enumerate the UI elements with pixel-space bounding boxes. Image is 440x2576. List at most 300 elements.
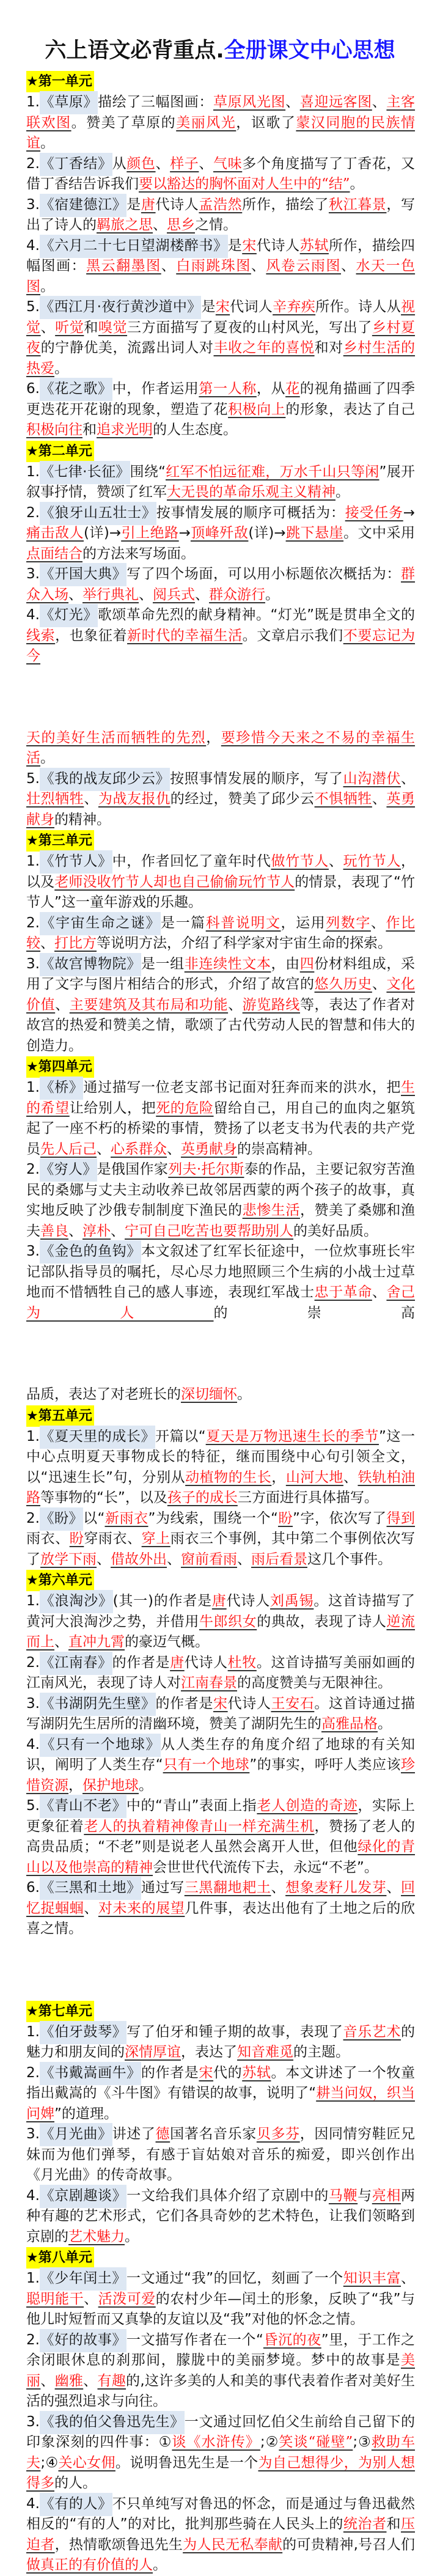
key-phrase: 接受任务 — [345, 504, 403, 521]
key-phrase: 气味 — [213, 155, 243, 172]
key-phrase: 视觉 — [26, 299, 416, 336]
key-phrase: 群众游行 — [209, 586, 265, 603]
lesson-title: 《灯光》 — [40, 604, 98, 627]
body-text: 的作者是 — [141, 2064, 199, 2081]
key-phrase: 为自己想得少，为别人想得多 — [26, 2454, 416, 2491]
lesson-title: 《开国大典》 — [40, 563, 127, 586]
lesson-summary — [26, 1694, 415, 1735]
body-text: 从人类生存的角度介绍了地球的有关知识，阐明了人类生存“ — [26, 1736, 416, 1773]
key-phrase: 铁轨柏油路 — [26, 1469, 416, 1506]
body-text: 是 — [127, 196, 141, 213]
key-phrase: 绿化的青山以及他崇高的精神 — [26, 1839, 415, 1875]
body-text: 。 — [40, 278, 54, 295]
key-phrase: 喜迎远客图 — [299, 94, 372, 110]
lesson-summary — [26, 462, 415, 503]
body-text: 一文通过“我”的回忆，刻画了一个 — [126, 2270, 343, 2286]
body-text: 。 — [40, 135, 54, 151]
body-text: 的作者是 — [112, 1654, 170, 1671]
key-phrase: 为战友报仇 — [98, 791, 170, 807]
lesson-summary — [26, 236, 415, 298]
body-text: 。 — [378, 1716, 392, 1732]
body-text: 是一组 — [141, 955, 185, 972]
key-phrase: 英勇献身 — [181, 1141, 237, 1157]
key-phrase: 新时代的幸福生活 — [127, 627, 243, 644]
body-text: 、 — [199, 155, 213, 172]
body-text: 这几个事件。 — [307, 1551, 392, 1567]
body-text: 4. — [26, 1736, 40, 1753]
body-text: 中，作者回忆了童年时代 — [112, 853, 271, 869]
body-text: 的经过，赞美了邱少云 — [170, 791, 315, 807]
body-text: 品质，表达了对老班长的 — [26, 1386, 181, 1402]
body-text: 、 — [97, 1551, 111, 1567]
key-phrase: 唐 — [141, 196, 156, 213]
body-text: 让给别人，把 — [69, 1100, 156, 1116]
key-phrase: 追求光明 — [97, 422, 153, 438]
body-text: ，表达了 — [181, 2044, 237, 2060]
key-phrase: 打比方 — [54, 935, 97, 951]
body-text: 、 — [83, 2372, 98, 2389]
body-text: ，讴歌了 — [236, 114, 296, 131]
lesson-title: 《盼》 — [40, 1507, 83, 1531]
key-phrase: 老师没收竹节人却也自己偷偷玩竹节人 — [54, 874, 295, 890]
unit-section — [26, 2001, 415, 2248]
body-text: 和 — [386, 2516, 401, 2532]
body-text: 中的“青山”表面上指 — [126, 1798, 257, 1814]
key-phrase: 悠久历史 — [314, 976, 372, 992]
lesson-title: 《有的人》 — [40, 2493, 112, 2516]
body-text: 。文中采用 — [343, 525, 416, 541]
body-text: 、 — [401, 2270, 416, 2286]
body-text: 、 — [370, 914, 386, 931]
key-phrase: 先人后己 — [40, 1141, 97, 1157]
lesson-summary — [26, 2186, 415, 2248]
lesson-title: 《草原》 — [40, 91, 98, 114]
body-text: 三方面进行具体描写。 — [237, 1490, 378, 1506]
body-text: 。 — [40, 750, 54, 766]
lesson-title: 《只有一个地球》 — [40, 1734, 161, 1757]
lesson-summary — [26, 1160, 415, 1242]
lesson-title: 《好的故事》 — [40, 2329, 127, 2352]
body-text: 的可贵精神,号召人们 — [282, 2536, 416, 2553]
body-text: 、 — [237, 1551, 251, 1567]
body-text: 。这首诗描写美丽如画的江南风光，表现了诗人对 — [26, 1654, 416, 1691]
unit-heading: ★第五单元 — [26, 1405, 94, 1427]
body-text: 。这首诗通过描写湖阴先生居所的清幽环境，赞美了湖阴先生的 — [26, 1695, 416, 1732]
unit-heading: ★第一单元 — [26, 71, 94, 92]
body-text: 描绘了三幅图画： — [98, 94, 213, 110]
body-text: ， — [206, 729, 221, 746]
key-phrase: 活泼可爱 — [98, 2291, 156, 2307]
key-phrase: 羁旅之思 — [97, 217, 153, 233]
body-text: 代诗人 — [226, 1593, 270, 1609]
page-title — [0, 35, 440, 66]
key-phrase: 痛击敌人 — [26, 525, 84, 541]
key-phrase: 要珍惜今天来之不易的幸福生活 — [26, 729, 416, 766]
body-text: 穿雨衣、 — [84, 1531, 142, 1547]
body-text: 中，作者运用 — [112, 381, 199, 397]
key-phrase: 只有一个地球 — [163, 1757, 250, 1773]
body-text: 雨衣三个事例，其中第二个事例依次写了 — [26, 1531, 416, 1567]
body-text: ”的道理。 — [54, 2105, 118, 2122]
body-text: 4. — [26, 2495, 40, 2512]
key-phrase: 花 — [285, 381, 300, 397]
lesson-title: 《丁香结》 — [40, 153, 112, 176]
body-text: 写了伯牙和锺子期的故事，表现了 — [127, 2023, 343, 2040]
body-text: 的豪迈气概。 — [125, 1634, 209, 1650]
body-text: ”这一中心点明夏天事物成长的特征，继而围绕中心句引领全文，以“迅速生长”句，分别从 — [26, 1428, 416, 1485]
body-text: 、 — [40, 319, 56, 336]
body-text: ，由 — [271, 955, 300, 972]
key-phrase: 宋 — [242, 237, 257, 254]
key-phrase: 积极向上 — [228, 401, 286, 418]
page-break — [26, 1323, 415, 1385]
key-phrase: 风卷云雨图 — [266, 258, 341, 274]
key-phrase: 深情厚谊 — [125, 2044, 181, 2060]
body-text: ”展开叙事抒情，赞颂了红军 — [26, 463, 416, 500]
body-text: 的视角描画了四季更迭花开花谢的现象，塑造了花 — [26, 381, 416, 418]
lesson-summary — [26, 769, 415, 831]
lesson-summary — [26, 1242, 415, 1323]
lesson-summary — [26, 379, 415, 441]
body-text: 的宁静优美，流露出词人对 — [40, 340, 214, 356]
key-phrase: 昏沉的夜 — [263, 2331, 321, 2348]
key-phrase: 悲惨生活 — [242, 1202, 300, 1218]
key-phrase: 天的美好生活而牺牲的先烈 — [26, 729, 207, 746]
lesson-title: 《六月二十七日望湖楼醉书》 — [40, 235, 228, 258]
body-text: 、 — [372, 94, 387, 110]
unit-heading: ★第八单元 — [26, 2247, 94, 2269]
body-text: 。 — [125, 2228, 139, 2245]
key-phrase: 老人的执着精神像青山一样充满生机 — [84, 1818, 315, 1834]
body-text: 。说明鲁迅先生是一个 — [115, 2454, 258, 2471]
body-text: 的人。 — [54, 2475, 97, 2491]
body-text: 、 — [153, 217, 167, 233]
key-phrase: 举行典礼 — [82, 586, 139, 603]
body-text: 3. — [26, 1243, 40, 1259]
body-text: 2. — [26, 1510, 40, 1526]
key-phrase: 非连续性文本 — [184, 955, 271, 972]
key-phrase: 科普说明文 — [205, 914, 281, 931]
key-phrase: 列夫·托尔斯 — [168, 1161, 244, 1177]
body-text: → — [403, 504, 416, 521]
lesson-title: 《青山不老》 — [40, 1795, 127, 1818]
body-text: (详)→ — [83, 525, 122, 541]
key-phrase: 淳朴 — [82, 1223, 111, 1239]
key-phrase: 统治者 — [343, 2516, 387, 2532]
body-text: 雨衣、 — [26, 1531, 70, 1547]
lesson-summary — [26, 1385, 415, 1405]
body-text: 2. — [26, 504, 40, 521]
lesson-summary — [26, 605, 415, 667]
key-phrase: 牛郎织女 — [199, 1613, 257, 1630]
units-content — [26, 71, 415, 2576]
body-text: 。本文讲述了一个牧童指出戴嵩的《斗牛图》有错误的故事，说明了“ — [26, 2064, 416, 2101]
key-phrase: 做竹节人 — [271, 853, 329, 869]
key-phrase: 救助车夫 — [26, 2434, 415, 2471]
key-phrase: 壮烈牺牲 — [26, 791, 84, 807]
key-phrase: 忠于革命 — [314, 1284, 372, 1300]
key-phrase: 颜色 — [127, 155, 156, 172]
key-phrase: 思乡 — [167, 217, 195, 233]
key-phrase: 美丽风光 — [176, 114, 237, 131]
key-phrase: 杜牧 — [227, 1654, 257, 1671]
body-text: 的农村少年—闰土的形象，反映了“我”与他儿时短暂而又真挚的友谊以及“我”对他的怀念之情。 — [26, 2291, 416, 2327]
key-phrase: 山沟潜伏 — [343, 770, 401, 787]
key-phrase: 白雨跳珠图 — [176, 258, 251, 274]
unit-section — [26, 830, 415, 1056]
body-text: 等事物的“长”，以及 — [40, 1490, 167, 1506]
body-text: 的主题。 — [293, 2044, 350, 2060]
body-text: 。文章启示我们 — [242, 627, 343, 644]
unit-section — [26, 1570, 415, 1940]
key-phrase: 保护地球 — [82, 1777, 139, 1794]
body-text: ，热情歌颂鲁迅先生 — [54, 2536, 183, 2553]
body-text: 1. — [26, 94, 40, 110]
body-text: 国著名音乐家 — [170, 2126, 257, 2142]
body-text: 、 — [55, 996, 70, 1013]
key-phrase: 德 — [155, 2126, 170, 2142]
body-text: 、 — [167, 1141, 181, 1157]
lesson-title: 《穷人》 — [40, 1158, 97, 1182]
unit-section — [26, 1405, 415, 1570]
body-text: 、 — [328, 853, 343, 869]
lesson-summary — [26, 954, 415, 1057]
lesson-summary — [26, 2412, 415, 2494]
lesson-summary — [26, 2494, 415, 2576]
body-text: 的魅力和朋友间的 — [26, 2023, 416, 2060]
body-text: 的高度赞美与无限神往。 — [237, 1675, 392, 1691]
body-text: 、 — [111, 1223, 125, 1239]
body-text: 和 — [84, 319, 98, 336]
body-text: 6. — [26, 1880, 40, 1896]
key-phrase: 压迫者 — [26, 2516, 415, 2553]
body-text: 1. — [26, 1428, 40, 1444]
unit-section — [26, 2247, 415, 2576]
body-text: 一文给我们具体介绍了京剧中的 — [127, 2187, 329, 2204]
body-text: 通过描写一位老支部书记面对狂奔而来的洪水，把 — [83, 1080, 401, 1095]
key-phrase: 顶峰歼敌 — [190, 525, 249, 541]
body-text: 6. — [26, 381, 40, 397]
key-phrase: 珍惜资源 — [26, 1757, 415, 1794]
body-text: ;② — [260, 2434, 279, 2450]
key-phrase: 江南春景 — [181, 1675, 237, 1691]
key-phrase: 宋 — [215, 299, 230, 315]
lesson-summary — [26, 1796, 415, 1878]
body-text: ， — [271, 1469, 286, 1485]
lesson-title: 《狼牙山五壮士》 — [40, 502, 156, 525]
unit-heading: ★第三单元 — [26, 830, 94, 852]
key-phrase: 红军不怕远征难，万水千山只等闲 — [166, 463, 380, 480]
body-text: ”为线索，围绕一个“ — [148, 1510, 278, 1526]
key-phrase: 得到 — [386, 1510, 416, 1526]
lesson-summary — [26, 154, 415, 195]
body-text: 、 — [372, 791, 387, 807]
lesson-title: 《浪淘沙》 — [40, 1590, 113, 1613]
lesson-title: 《宇宙生命之谜》 — [40, 912, 161, 935]
body-text: 所作，描绘了 — [242, 196, 329, 213]
lesson-title: 《京剧趣谈》 — [40, 2185, 127, 2208]
key-phrase: 知音难觅 — [237, 2044, 293, 2060]
key-phrase: 阅兵式 — [153, 586, 195, 603]
body-text: 开篇以“ — [155, 1428, 206, 1444]
body-text: 讲述了 — [112, 2126, 156, 2142]
body-text: 1. — [26, 463, 40, 480]
key-phrase: 美丽 — [26, 2352, 415, 2389]
lesson-title: 《桥》 — [40, 1076, 83, 1100]
key-phrase: 主客联欢图 — [26, 94, 416, 131]
unit-heading: ★第七单元 — [26, 2001, 94, 2022]
lesson-summary — [26, 1878, 415, 1940]
body-text: 的形象，表达了自己 — [285, 401, 416, 418]
lesson-title: 《西江月·夜行黄沙道中》 — [40, 296, 202, 319]
title-highlight: 全册课文中心思想 — [224, 39, 395, 63]
body-text: 、 — [251, 258, 266, 274]
body-text: → — [178, 525, 191, 541]
body-text: 通过写 — [141, 1880, 185, 1896]
body-text: 、 — [340, 258, 356, 274]
body-text: 3. — [26, 955, 40, 972]
body-text: ，写出了诗人的 — [26, 196, 416, 233]
key-phrase: 宁可自己吃苦也要帮助别人 — [125, 1223, 293, 1239]
lesson-summary — [26, 1427, 415, 1509]
lesson-summary — [26, 2022, 415, 2063]
key-phrase: 样子 — [170, 155, 199, 172]
body-text: 代的 — [213, 2064, 243, 2081]
body-text: 的崇高 — [213, 1305, 415, 1321]
body-text: 、 — [161, 258, 177, 274]
key-phrase: 穿上 — [141, 1531, 170, 1547]
body-text: 3. — [26, 196, 40, 213]
key-phrase: 盼 — [277, 1510, 293, 1526]
key-phrase: 有趣 — [97, 2372, 127, 2389]
lesson-summary — [26, 1735, 415, 1797]
body-text: 3. — [26, 1695, 40, 1712]
body-text: 所作。诗人从 — [315, 299, 402, 315]
key-phrase: 列数字 — [326, 914, 371, 931]
body-text: 。 — [153, 2557, 167, 2573]
key-phrase: 嗅觉 — [98, 319, 128, 336]
key-phrase: 想象麦籽儿发芽 — [285, 1880, 387, 1896]
key-phrase: 引上绝路 — [121, 525, 179, 541]
body-text: 、 — [84, 791, 98, 807]
body-text: 代诗人 — [227, 1695, 271, 1712]
body-text: 一文通过回忆伯父生前给自己留下的印象深刻的四件事：① — [26, 2413, 416, 2450]
body-text: 2. — [26, 1654, 40, 1671]
key-phrase: 生的希望 — [26, 1080, 415, 1116]
body-text: 、 — [84, 2291, 98, 2307]
body-text: 本文叙述了红军长征途中，一位炊事班长牢记部队指导员的嘱托，尽心尽力地照顾三个生病的小战士过草地而不惜牺牲自己的感人事迹，表现红军战士 — [26, 1243, 415, 1300]
body-text: 是 — [201, 299, 216, 315]
lesson-summary — [26, 728, 415, 769]
unit-section — [26, 1056, 415, 1405]
key-phrase: 为人民无私奉献 — [183, 2536, 283, 2553]
body-text: 、 — [54, 1634, 68, 1650]
key-phrase: 丰收之年的喜悦 — [213, 340, 315, 356]
key-phrase: 雨后看景 — [251, 1551, 307, 1567]
body-text: 1. — [26, 2023, 40, 2040]
body-text: 的典故，表现了诗人 — [257, 1613, 387, 1630]
body-text: 3. — [26, 2413, 40, 2430]
lesson-summary — [26, 913, 415, 954]
key-phrase: 高雅品格 — [321, 1716, 378, 1732]
body-text: 的,这许多美的人和美的事代表着作者对美好生活的强烈追求与向往。 — [26, 2372, 416, 2409]
body-text: 、 — [372, 976, 387, 992]
body-text: 。这首诗描写了黄河大浪淘沙之势，并借用 — [26, 1593, 415, 1630]
body-text: 4. — [26, 237, 40, 254]
lesson-summary — [26, 2269, 415, 2330]
body-text: 等，表达了作者对故宫的热爱和赞美之情，歌颂了古代劳动人民的智慧和伟大的创造力。 — [26, 996, 416, 1054]
body-text: 。 — [54, 360, 68, 377]
body-text: 1. — [26, 2270, 40, 2286]
page-break — [26, 667, 415, 728]
key-phrase: 蒙汉同胞的民族情谊 — [26, 114, 416, 151]
body-text: 代诗人 — [256, 237, 300, 254]
key-phrase: 草原风光图 — [213, 94, 286, 110]
body-text: 、 — [40, 2372, 55, 2389]
key-phrase: 第一人称 — [199, 381, 257, 397]
key-phrase: 主要建筑及其布局和功能 — [69, 996, 229, 1013]
body-text: 留给自己，用自己的血肉之躯筑起了一座不朽的桥梁的事情，赞扬了以老支书为代表的共产党员 — [26, 1100, 416, 1157]
key-phrase: 唐 — [170, 1654, 185, 1671]
body-text: ，实际上更象征着 — [26, 1798, 416, 1834]
key-phrase: 作比较 — [26, 914, 416, 951]
lesson-summary — [26, 1591, 415, 1653]
body-text: ，也象征着 — [55, 627, 128, 644]
body-text: 2. — [26, 2331, 40, 2348]
body-text: ，以及 — [26, 853, 416, 890]
body-text: ”字，依次写了 — [293, 1510, 387, 1526]
body-text: 、 — [271, 1880, 286, 1896]
body-text: ，运用 — [280, 914, 326, 931]
body-text: 代词人 — [230, 299, 273, 315]
body-text: 1. — [26, 1593, 40, 1609]
key-phrase: 知识丰富 — [343, 2270, 402, 2286]
lesson-summary — [26, 1509, 415, 1570]
body-text: 写了四个场面，可以用小标题依次概括为： — [127, 566, 402, 582]
lesson-title: 《宿建德江》 — [40, 194, 127, 217]
key-phrase: 唐 — [211, 1593, 227, 1609]
key-phrase: 宋 — [199, 2064, 213, 2081]
body-text: ”里，于工作之余闭眼休息的刹那间，朦胧中的美丽梦境。梦中的故事是 — [26, 2331, 416, 2368]
body-text: 。 — [265, 586, 279, 603]
lesson-title: 《伯牙鼓琴》 — [40, 2021, 127, 2044]
key-phrase: 群众入场 — [26, 566, 416, 603]
body-text: 的精神。 — [54, 811, 111, 828]
body-text: ，赞扬了老人的高贵品质；“不老”则是说老人虽然会离开人世，但他 — [26, 1818, 416, 1855]
body-text: 、 — [228, 996, 243, 1013]
body-text: 按照事情发展的顺序，写了 — [170, 770, 343, 787]
body-text: 的情景，表现了“竹节人”这一童年游戏的乐趣。 — [26, 874, 416, 910]
lesson-title: 《夏天里的成长》 — [40, 1426, 155, 1449]
body-text: ，因同情穷鞋匠兄妹而为他们弹琴，有感于盲姑娘对音乐的痴爱，即兴创作出《月光曲》的传奇故事。 — [26, 2126, 416, 2183]
lesson-title: 《故宫博物院》 — [40, 953, 141, 976]
body-text: 份材料组成，采用了文字与图片相结合的形式，介绍了故宫的 — [26, 955, 416, 992]
key-phrase: 不惧牺牲 — [314, 791, 372, 807]
unit-section — [26, 71, 415, 441]
unit-heading: ★第六单元 — [26, 1570, 94, 1591]
key-phrase: 三黑翻地耙土 — [184, 1880, 271, 1896]
body-text: 、 — [285, 94, 300, 110]
lesson-summary — [26, 503, 415, 565]
unit-section — [26, 441, 415, 831]
body-text: 、 — [167, 1551, 181, 1567]
body-text: 2. — [26, 155, 40, 172]
key-phrase: 孟浩然 — [199, 196, 243, 213]
body-text: 5. — [26, 1798, 40, 1814]
body-text: 不只单纯写对鲁迅的怀念，而是通过与鲁迅截然相反的“有的人”的对比，批判那些骑在人民头上的 — [26, 2495, 415, 2532]
body-text: 2. — [26, 2064, 40, 2081]
body-text: 的崇高精神。 — [237, 1141, 321, 1157]
